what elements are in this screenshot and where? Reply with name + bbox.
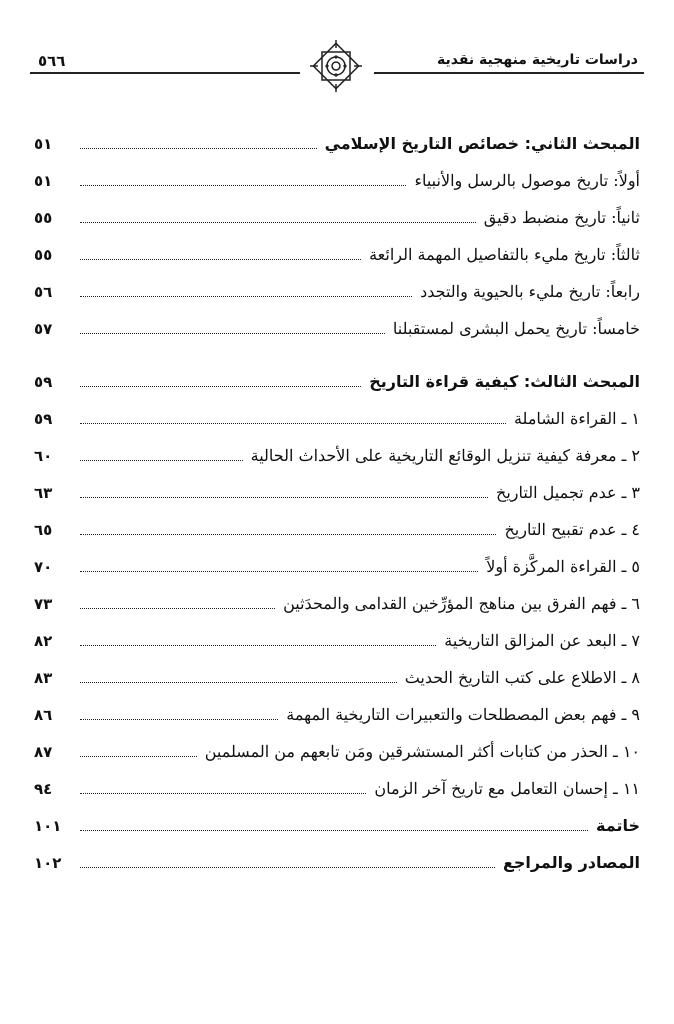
toc-entry-page: ٩٤ — [34, 780, 53, 798]
toc-entry-title: ٧ ـ البعد عن المزالق التاريخية — [444, 631, 640, 650]
toc-entry-title: ثانياً: تاريخ منضبط دقيق — [483, 208, 640, 227]
toc-entry-page: ٨٦ — [34, 706, 53, 724]
dot-leader — [80, 385, 361, 387]
toc-item-row — [34, 467, 640, 504]
toc-entry-title: المبحث الثالث: كيفية قراءة التاريخ — [369, 372, 640, 391]
toc-item-row — [34, 652, 640, 689]
header-rule-left — [30, 72, 300, 74]
toc-entry-page: ٧٣ — [34, 595, 53, 613]
toc-entry-title: ١ ـ القراءة الشاملة — [513, 409, 640, 428]
toc-entry-title: ٥ ـ القراءة المركَّزة أولاً — [486, 557, 640, 576]
toc-item-row — [34, 689, 640, 726]
page-number: ٥٦٦ — [38, 52, 66, 70]
dot-leader — [80, 570, 478, 572]
toc-section-row — [34, 356, 640, 393]
toc-entry-title: رابعاً: تاريخ مليء بالحيوية والتجدد — [420, 282, 640, 301]
toc-entry-title: ١٠ ـ الحذر من كتابات أكثر المستشرقين ومَن تابعهم من المسلمين — [204, 742, 640, 761]
toc-entry-title: المبحث الثاني: خصائص التاريخ الإسلامي — [324, 134, 640, 153]
toc-entry-page: ٥٩ — [34, 410, 53, 428]
toc-entry-title: أولاً: تاريخ موصول بالرسل والأنبياء — [414, 171, 640, 190]
dot-leader — [80, 295, 412, 297]
dot-leader — [80, 496, 488, 498]
table-of-contents — [34, 118, 640, 874]
toc-item-row — [34, 303, 640, 340]
toc-item-row — [34, 266, 640, 303]
toc-entry-page: ٦٣ — [34, 484, 53, 502]
toc-item-row — [34, 393, 640, 430]
toc-entry-title: ثالثاً: تاريخ مليء بالتفاصيل المهمة الرائعة — [369, 245, 640, 264]
toc-item-row — [34, 430, 640, 467]
toc-item-row — [34, 726, 640, 763]
toc-entry-title: المصادر والمراجع — [502, 853, 640, 872]
toc-entry-page: ٥٥ — [34, 209, 53, 227]
dot-leader — [80, 866, 495, 868]
toc-item-row — [34, 763, 640, 800]
toc-entry-title: خاتمة — [596, 816, 640, 835]
toc-section-row — [34, 837, 640, 874]
toc-item-row — [34, 578, 640, 615]
toc-entry-title: ٦ ـ فهم الفرق بين مناهج المؤرِّخين القدامى والمحدَثين — [283, 594, 640, 613]
toc-entry-page: ٥١ — [34, 135, 53, 153]
dot-leader — [80, 459, 243, 461]
toc-item-row — [34, 615, 640, 652]
toc-entry-page: ٥٥ — [34, 246, 53, 264]
toc-entry-page: ٥١ — [34, 172, 53, 190]
toc-entry-page: ١٠٢ — [34, 854, 62, 872]
dot-leader — [80, 718, 278, 720]
dot-leader — [80, 221, 476, 223]
toc-entry-title: ٨ ـ الاطلاع على كتب التاريخ الحديث — [404, 668, 640, 687]
dot-leader — [80, 792, 366, 794]
toc-entry-page: ٥٦ — [34, 283, 53, 301]
toc-section-row — [34, 118, 640, 155]
toc-entry-page: ٧٠ — [34, 558, 53, 576]
ornament-icon — [308, 38, 364, 94]
toc-entry-page: ٥٩ — [34, 373, 53, 391]
toc-entry-title: ٢ ـ معرفة كيفية تنزيل الوقائع التاريخية على الأحداث الحالية — [250, 446, 640, 465]
toc-item-row — [34, 541, 640, 578]
toc-entry-title: ١١ ـ إحسان التعامل مع تاريخ آخر الزمان — [374, 779, 640, 798]
toc-item-row — [34, 155, 640, 192]
page-header — [30, 38, 644, 90]
running-title: دراسات تاريخية منهجية نقدية — [437, 52, 638, 68]
header-rule-right — [374, 72, 644, 74]
toc-item-row — [34, 504, 640, 541]
toc-entry-page: ٦٠ — [34, 447, 53, 465]
dot-leader — [80, 644, 436, 646]
toc-entry-title: ٩ ـ فهم بعض المصطلحات والتعبيرات التاريخية المهمة — [286, 705, 640, 724]
toc-entry-page: ٦٥ — [34, 521, 53, 539]
toc-item-row — [34, 192, 640, 229]
toc-entry-title: خامساً: تاريخ يحمل البشرى لمستقبلنا — [392, 319, 640, 338]
dot-leader — [80, 829, 588, 831]
dot-leader — [80, 755, 197, 757]
dot-leader — [80, 147, 317, 149]
toc-entry-page: ٨٧ — [34, 743, 53, 761]
toc-entry-title: ٣ ـ عدم تجميل التاريخ — [496, 483, 640, 502]
toc-entry-page: ٥٧ — [34, 320, 53, 338]
dot-leader — [80, 533, 496, 535]
dot-leader — [80, 258, 361, 260]
toc-item-row — [34, 229, 640, 266]
toc-entry-page: ١٠١ — [34, 817, 62, 835]
toc-entry-page: ٨٣ — [34, 669, 53, 687]
dot-leader — [80, 607, 275, 609]
dot-leader — [80, 332, 385, 334]
toc-entry-title: ٤ ـ عدم تقبيح التاريخ — [504, 520, 640, 539]
dot-leader — [80, 184, 406, 186]
toc-entry-page: ٨٢ — [34, 632, 53, 650]
toc-section-row — [34, 800, 640, 837]
dot-leader — [80, 422, 506, 424]
dot-leader — [80, 681, 397, 683]
